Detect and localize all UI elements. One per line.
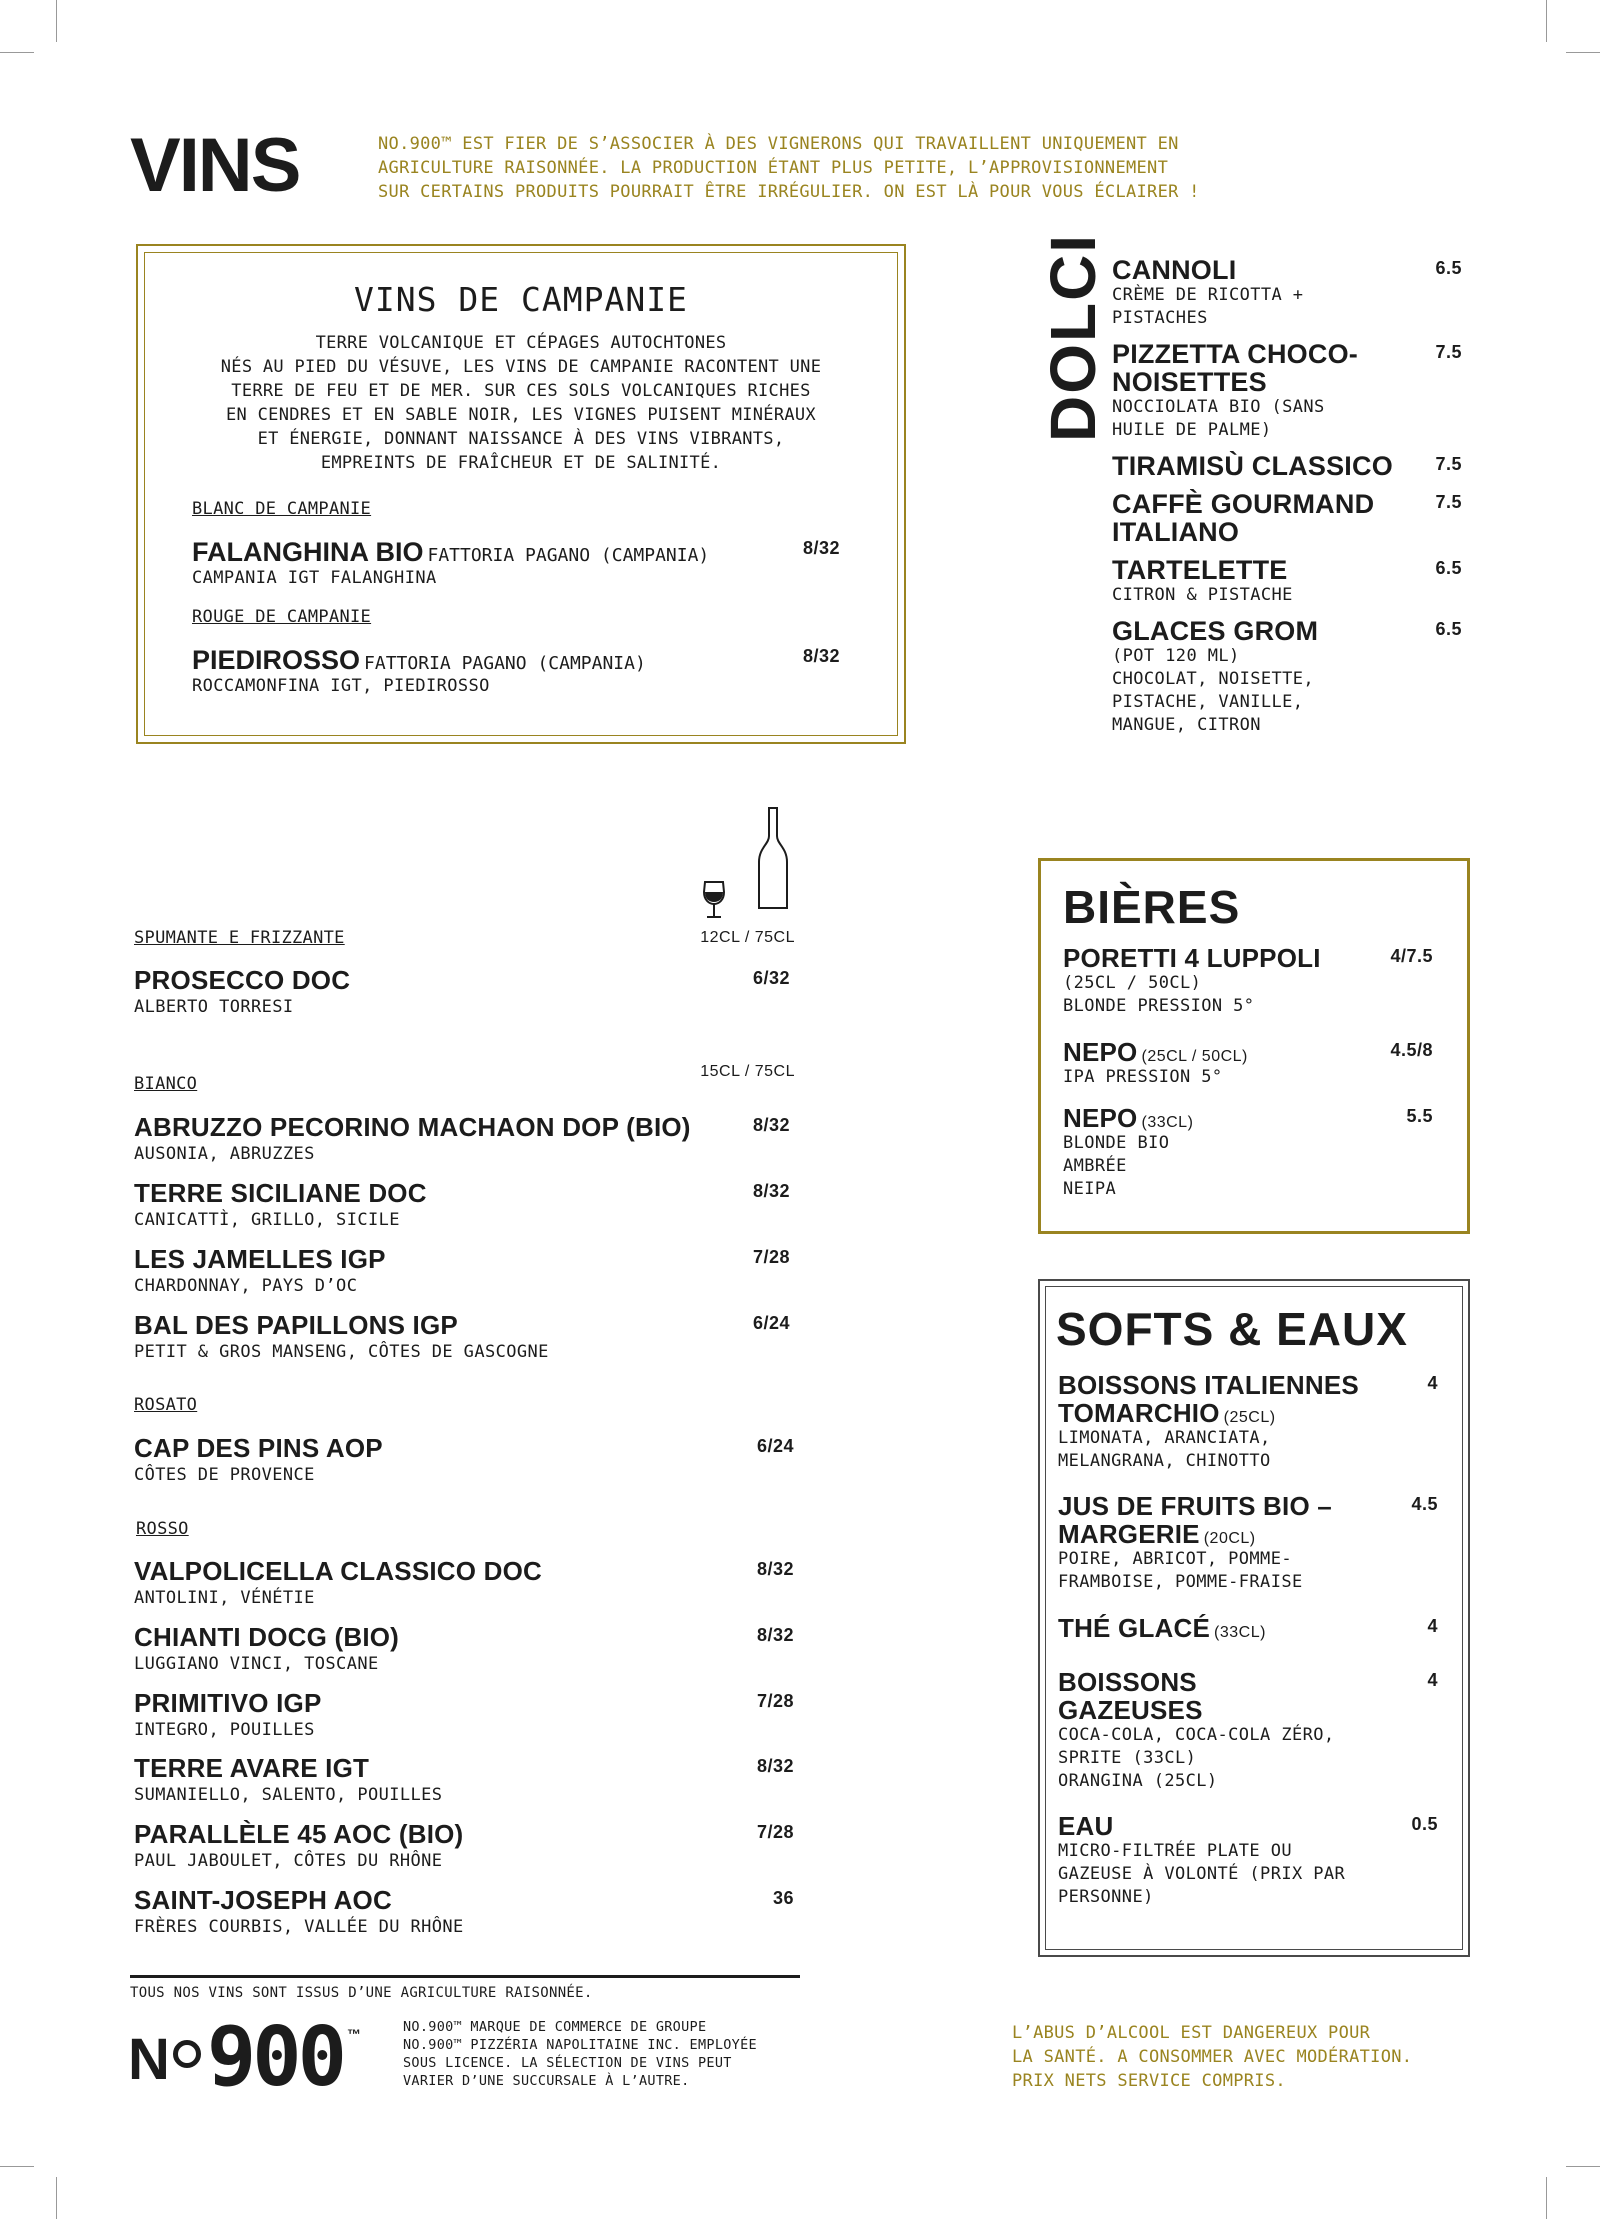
soft-size: (20CL) (1203, 1530, 1256, 1547)
wine-producer: FATTORIA PAGANO (CAMPANIA) (427, 545, 710, 566)
biere-item (1063, 1038, 1433, 1089)
soft-desc: MICRO-FILTRÉE PLATE OU GAZEUSE À VOLONTÉ (PRIX PAR PERSONNE) (1058, 1841, 1346, 1907)
biere-name: NEPO (1063, 1103, 1138, 1133)
wine-price: 7/28 (756, 1822, 794, 1842)
soft-size: (25CL) (1223, 1409, 1276, 1426)
soft-name: BOISSONS ITALIENNES (1058, 1370, 1359, 1400)
dolci-price: 7.5 (1435, 492, 1462, 512)
dolci-desc: CRÈME DE RICOTTA + PISTACHES (1112, 285, 1304, 328)
wine-name: PRIMITIVO IGP (134, 1688, 322, 1718)
wine-price: 6/24 (752, 1313, 790, 1333)
soft-price: 4.5 (1411, 1494, 1438, 1514)
dolci-name: PIZZETTA CHOCO- NOISETTES (1112, 339, 1358, 397)
wine-name: LES JAMELLES IGP (134, 1244, 386, 1274)
wine-sub: CAMPANIA IGT FALANGHINA (192, 568, 437, 588)
warning-line: PRIX NETS SERVICE COMPRIS. (1012, 2071, 1286, 2091)
dolci-desc: CITRON & PISTACHE (1112, 585, 1293, 605)
soft-name: GAZEUSES (1058, 1695, 1203, 1725)
wine-falanghina (192, 537, 709, 568)
wine-name: PARALLÈLE 45 AOC (BIO) (134, 1819, 464, 1849)
wine-name: BAL DES PAPILLONS IGP (134, 1310, 458, 1340)
soft-name: THÉ GLACÉ (1058, 1613, 1211, 1643)
crop-mark (1566, 2166, 1600, 2167)
wine-name: FALANGHINA BIO (192, 537, 424, 567)
volume-label: 15CL / 75CL (700, 1063, 795, 1080)
wine-sub: ANTOLINI, VÉNÉTIE (134, 1588, 315, 1608)
logo-number: 900 (206, 2010, 343, 2105)
warning-line: LA SANTÉ. A CONSOMMER AVEC MODÉRATION. (1012, 2047, 1413, 2067)
alcohol-warning (1012, 2021, 1412, 2093)
soft-name: BOISSONS (1058, 1667, 1197, 1697)
soft-name-row (1058, 1614, 1438, 1642)
biere-desc: (25CL / 50CL) BLONDE PRESSION 5° (1063, 973, 1255, 1016)
desc-line: NÉS AU PIED DU VÉSUVE, LES VINS DE CAMPANIE RACONTENT UNE (220, 357, 822, 377)
desc-line: EN CENDRES ET EN SABLE NOIR, LES VIGNES PUISENT MINÉRAUX (226, 405, 816, 425)
page-title: VINS (130, 123, 300, 208)
biere-price: 4/7.5 (1390, 946, 1433, 966)
wine-price: 7/28 (756, 1691, 794, 1711)
legal-text (403, 2018, 757, 2090)
biere-name: PORETTI 4 LUPPOLI (1063, 943, 1321, 973)
wine-name: PROSECCO DOC (134, 965, 351, 995)
wine-price: 6/24 (756, 1436, 794, 1456)
warning-line: L’ABUS D’ALCOOL EST DANGEREUX POUR (1012, 2023, 1371, 2043)
wine-producer: FATTORIA PAGANO (CAMPANIA) (364, 653, 646, 674)
dolci-price: 7.5 (1435, 454, 1462, 474)
wine-name: TERRE SICILIANE DOC (134, 1178, 427, 1208)
wine-price: 8/32 (752, 1181, 790, 1201)
biere-size: (33CL) (1141, 1114, 1194, 1131)
dolci-name: CAFFÈ GOURMAND ITALIANO (1112, 489, 1375, 547)
softs-title: SOFTS & EAUX (1056, 1303, 1408, 1355)
soft-desc: POIRE, ABRICOT, POMME- FRAMBOISE, POMME-FRAISE (1058, 1549, 1303, 1592)
biere-desc: IPA PRESSION 5° (1063, 1067, 1223, 1087)
wine-price: 6/32 (752, 968, 790, 988)
soft-price: 4 (1427, 1670, 1438, 1690)
wine-name: ABRUZZO PECORINO MACHAON DOP (BIO) (134, 1112, 691, 1142)
wine-price: 8/32 (756, 1625, 794, 1645)
category-bianco: BIANCO (134, 1074, 198, 1094)
wine-price: 36 (772, 1888, 794, 1908)
soft-name-row (1058, 1520, 1438, 1548)
wine-glass-icon (700, 880, 728, 920)
crop-mark (0, 52, 34, 53)
wine-name: TERRE AVARE IGT (134, 1753, 370, 1783)
dolci-item (1112, 490, 1462, 546)
dolci-item (1112, 556, 1462, 607)
wine-name: VALPOLICELLA CLASSICO DOC (134, 1556, 542, 1586)
volume-label: 12CL / 75CL (700, 929, 795, 946)
wine-bottle-icon (756, 806, 790, 912)
soft-name: MARGERIE (1058, 1519, 1200, 1549)
wine-sub: CÔTES DE PROVENCE (134, 1465, 315, 1485)
biere-desc: BLONDE BIO AMBRÉE NEIPA (1063, 1133, 1170, 1199)
dolci-title: DOLCI (1037, 232, 1109, 442)
intro-line: SUR CERTAINS PRODUITS POURRAIT ÊTRE IRRÉGULIER. ON EST LÀ POUR VOUS ÉCLAIRER ! (378, 182, 1200, 202)
wine-sub: PETIT & GROS MANSENG, CÔTES DE GASCOGNE (134, 1342, 549, 1362)
campanie-title: VINS DE CAMPANIE (354, 280, 688, 319)
category-blanc-campanie: BLANC DE CAMPANIE (192, 499, 372, 519)
campanie-description (144, 331, 898, 475)
dolci-price: 6.5 (1435, 619, 1462, 639)
soft-name: JUS DE FRUITS BIO – (1058, 1491, 1332, 1521)
wine-name: CAP DES PINS AOP (134, 1433, 383, 1463)
wine-name: PIEDIROSSO (192, 645, 361, 675)
legal-line: VARIER D’UNE SUCCURSALE À L’AUTRE. (403, 2073, 690, 2089)
dolci-name: GLACES GROM (1112, 616, 1319, 646)
wine-sub: AUSONIA, ABRUZZES (134, 1144, 315, 1164)
soft-desc: LIMONATA, ARANCIATA, MELANGRANA, CHINOTTO (1058, 1428, 1271, 1471)
wine-price: 7/28 (752, 1247, 790, 1267)
desc-line: TERRE DE FEU ET DE MER. SUR CES SOLS VOLCANIQUES RICHES (231, 381, 811, 401)
category-rouge-campanie: ROUGE DE CAMPANIE (192, 607, 372, 627)
soft-size: (33CL) (1214, 1624, 1266, 1641)
dolci-name: CANNOLI (1112, 255, 1237, 285)
soft-item (1058, 1812, 1438, 1909)
bieres-title: BIÈRES (1063, 881, 1241, 933)
biere-item (1063, 944, 1433, 1018)
dolci-desc: (POT 120 ML) CHOCOLAT, NOISETTE, PISTACHE, VANILLE, MANGUE, CITRON (1112, 646, 1315, 735)
biere-item (1063, 1104, 1433, 1201)
desc-line: TERRE VOLCANIQUE ET CÉPAGES AUTOCHTONES (315, 333, 727, 353)
biere-size: (25CL / 50CL) (1141, 1048, 1248, 1065)
soft-name-row (1058, 1399, 1438, 1427)
wine-price: 8/32 (802, 538, 840, 558)
wine-sub: SUMANIELLO, SALENTO, POUILLES (134, 1785, 443, 1805)
intro-line: NO.900™ EST FIER DE S’ASSOCIER À DES VIGNERONS QUI TRAVAILLENT UNIQUEMENT EN (378, 134, 1179, 154)
wine-sub: ALBERTO TORRESI (134, 997, 294, 1017)
dolci-list (1112, 256, 1462, 737)
dolci-item (1112, 617, 1462, 737)
logo-tm: ™ (347, 2026, 361, 2042)
soft-item (1058, 1371, 1438, 1473)
divider (130, 1975, 800, 1978)
desc-line: ET ÉNERGIE, DONNANT NAISSANCE À DES VINS VIBRANTS, (257, 429, 785, 449)
dolci-price: 6.5 (1435, 258, 1462, 278)
wine-sub: LUGGIANO VINCI, TOSCANE (134, 1654, 379, 1674)
dolci-name: TIRAMISÙ CLASSICO (1112, 451, 1393, 481)
legal-line: NO.900™ MARQUE DE COMMERCE DE GROUPE (403, 2019, 707, 2035)
wine-price: 8/32 (802, 646, 840, 666)
crop-mark (1566, 52, 1600, 53)
biere-price: 5.5 (1406, 1106, 1433, 1126)
crop-mark (56, 2177, 57, 2219)
logo-dot (173, 2040, 201, 2068)
soft-item (1058, 1614, 1438, 1642)
wine-price: 8/32 (756, 1756, 794, 1776)
desc-line: EMPREINTS DE FRAÎCHEUR ET DE SALINITÉ. (320, 453, 722, 473)
dolci-price: 7.5 (1435, 342, 1462, 362)
wine-sub: FRÈRES COURBIS, VALLÉE DU RHÔNE (134, 1917, 464, 1937)
soft-desc: COCA-COLA, COCA-COLA ZÉRO, SPRITE (33CL) ORANGINA (25CL) (1058, 1725, 1335, 1791)
wine-sub: CHARDONNAY, PAYS D’OC (134, 1276, 358, 1296)
logo-prefix: N (128, 2027, 170, 2092)
soft-name: EAU (1058, 1811, 1114, 1841)
wine-sub: CANICATTÌ, GRILLO, SICILE (134, 1210, 400, 1230)
wine-piedirosso (192, 645, 646, 676)
soft-price: 0.5 (1411, 1814, 1438, 1834)
wine-sub: PAUL JABOULET, CÔTES DU RHÔNE (134, 1851, 443, 1871)
wine-price: 8/32 (752, 1115, 790, 1135)
crop-mark (56, 0, 57, 42)
wine-sub: ROCCAMONFINA IGT, PIEDIROSSO (192, 676, 490, 696)
dolci-price: 6.5 (1435, 558, 1462, 578)
biere-name: NEPO (1063, 1037, 1138, 1067)
wine-sub: INTEGRO, POUILLES (134, 1720, 315, 1740)
soft-item (1058, 1668, 1438, 1793)
dolci-desc: NOCCIOLATA BIO (SANS HUILE DE PALME) (1112, 397, 1325, 440)
category-rosso: ROSSO (136, 1519, 189, 1539)
category-spumante: SPUMANTE E FRIZZANTE (134, 928, 345, 948)
wine-price: 8/32 (756, 1559, 794, 1579)
wine-name: CHIANTI DOCG (BIO) (134, 1622, 400, 1652)
soft-price: 4 (1427, 1616, 1438, 1636)
wine-footnote: TOUS NOS VINS SONT ISSUS D’UNE AGRICULTURE RAISONNÉE. (130, 1985, 593, 2001)
soft-item (1058, 1492, 1438, 1594)
brand-logo (128, 2010, 361, 2105)
soft-name: TOMARCHIO (1058, 1398, 1220, 1428)
dolci-item (1112, 256, 1462, 330)
legal-line: NO.900™ PIZZÉRIA NAPOLITAINE INC. EMPLOYÉE (403, 2037, 757, 2053)
crop-mark (1546, 2177, 1547, 2219)
soft-price: 4 (1427, 1373, 1438, 1393)
crop-mark (0, 2166, 34, 2167)
intro-line: AGRICULTURE RAISONNÉE. LA PRODUCTION ÉTANT PLUS PETITE, L’APPROVISIONNEMENT (378, 158, 1169, 178)
dolci-name: TARTELETTE (1112, 555, 1288, 585)
legal-line: SOUS LICENCE. LA SÉLECTION DE VINS PEUT (403, 2055, 732, 2071)
biere-price: 4.5/8 (1390, 1040, 1433, 1060)
category-rosato: ROSATO (134, 1395, 198, 1415)
dolci-item (1112, 452, 1462, 480)
crop-mark (1546, 0, 1547, 42)
wine-name: SAINT-JOSEPH AOC (134, 1885, 392, 1915)
dolci-item (1112, 340, 1462, 442)
intro-text (378, 132, 1200, 204)
